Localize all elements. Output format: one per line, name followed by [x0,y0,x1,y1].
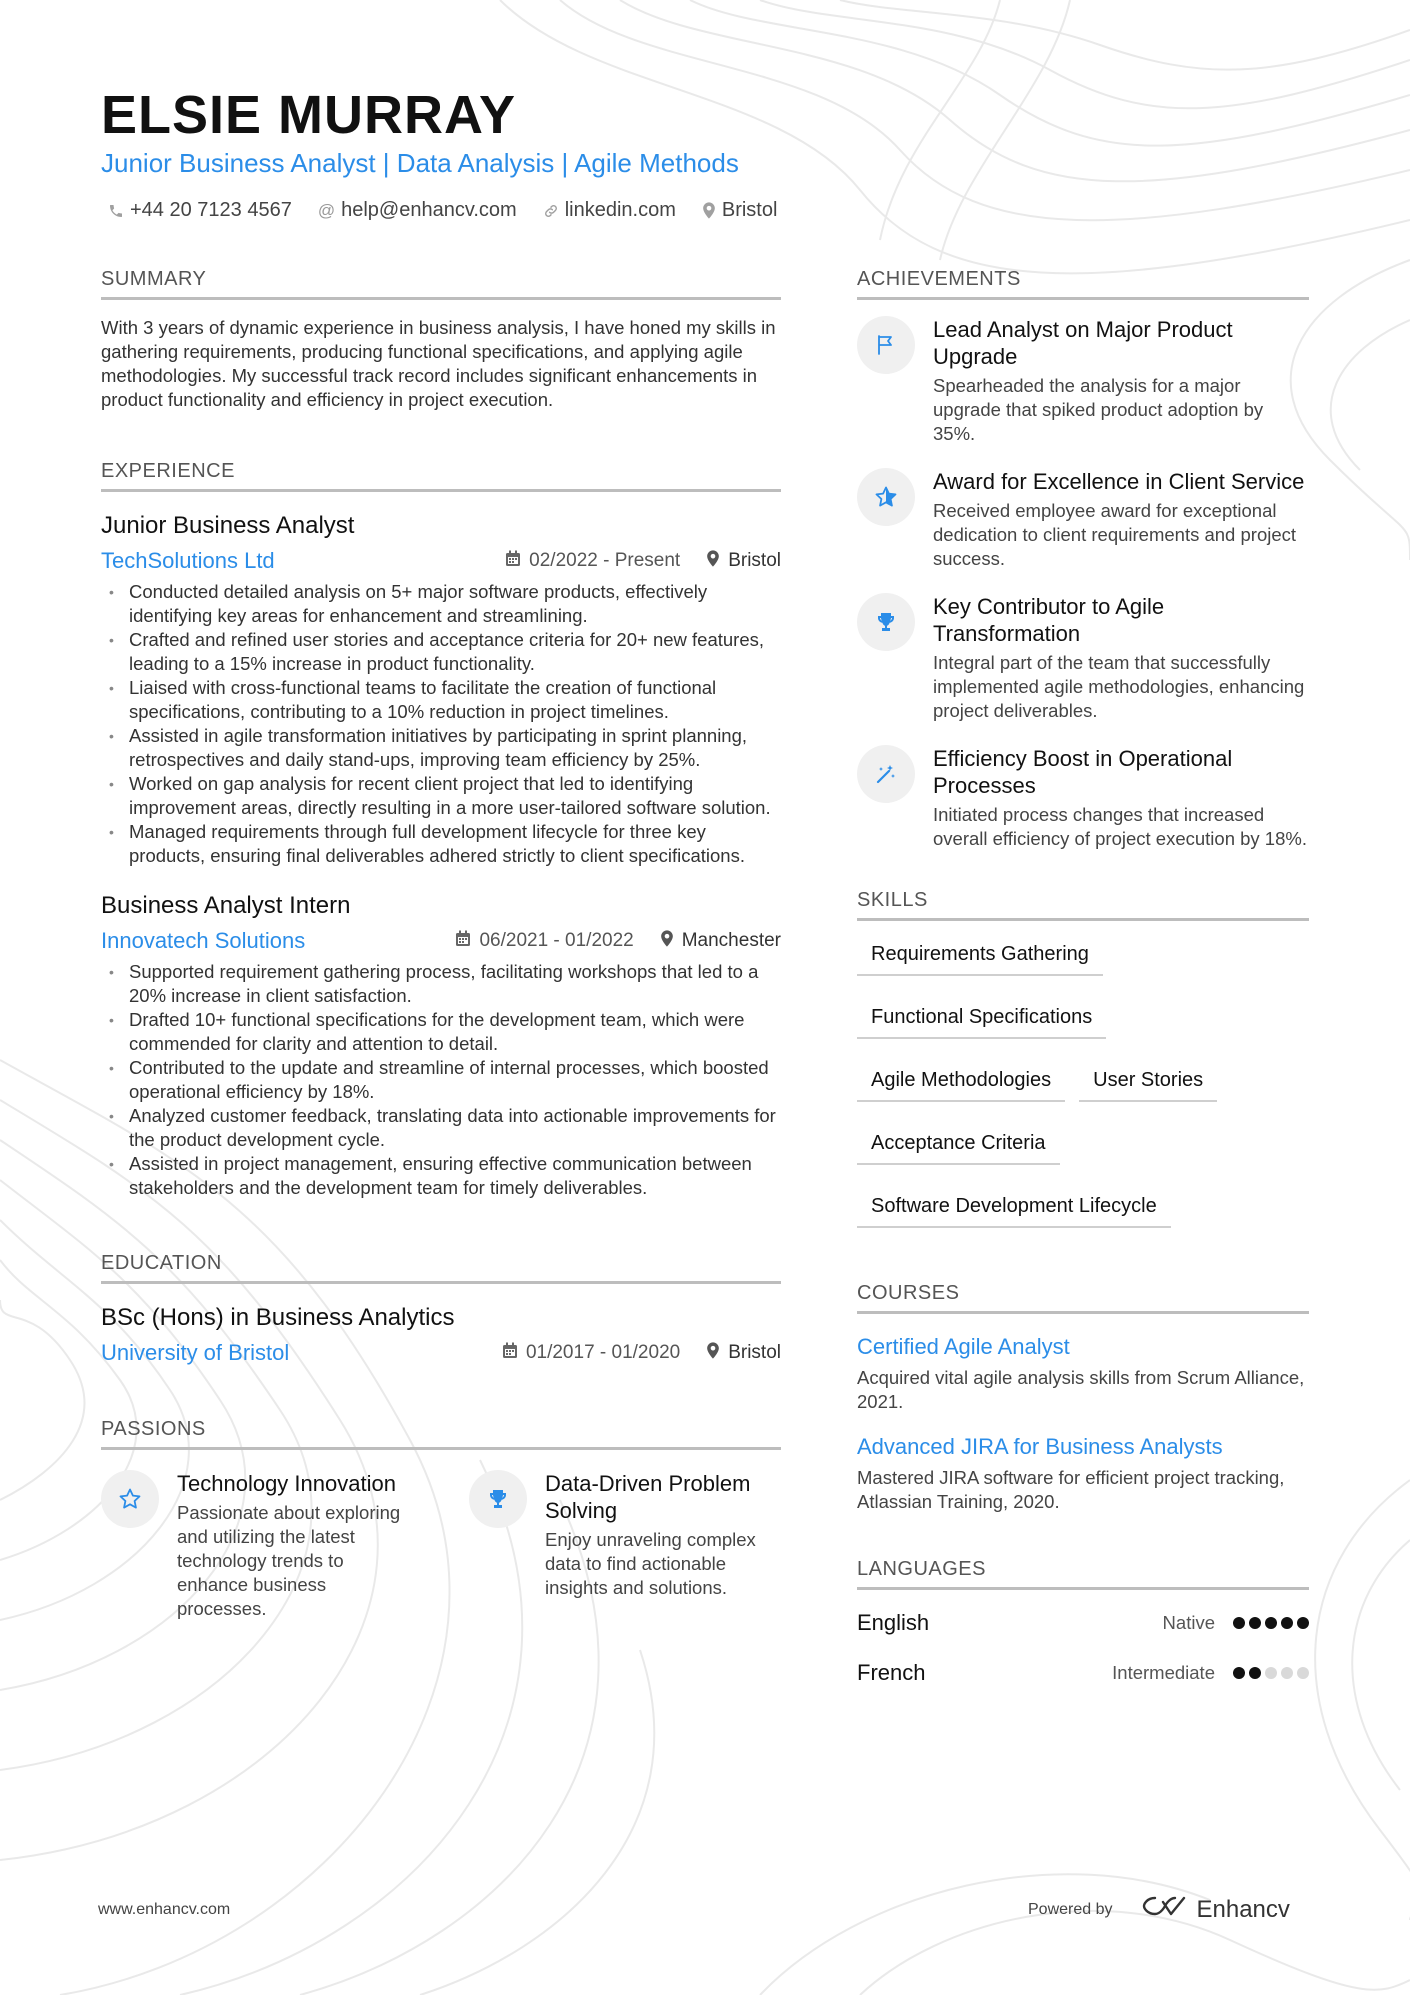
achievement-title: Lead Analyst on Major Product Upgrade [933,317,1233,369]
skills-heading: SKILLS [857,889,1309,921]
achievement-title: Key Contributor to Agile Transformation [933,594,1165,646]
courses-heading: COURSES [857,1282,1309,1314]
language-item [857,1660,1309,1686]
education-location: Bristol [706,1342,781,1365]
degree-title: BSc (Hons) in Business Analytics [101,1304,455,1331]
job-location: Manchester [660,930,781,953]
linkedin-text: linkedin.com [564,199,676,221]
course-desc: Mastered JIRA software for efficient project tracking, Atlassian Training, 2020. [857,1467,1285,1512]
education-dates: 01/2017 - 01/2020 [502,1342,680,1365]
bullet-item: • Worked on gap analysis for recent client project that led to identifying improvement areas, directly resulting in a more user-tailored software solution. [101,772,781,820]
summary-heading: SUMMARY [101,268,781,300]
company-name[interactable]: TechSolutions Ltd [101,548,275,573]
location-text: Bristol [721,199,778,221]
languages-heading: LANGUAGES [857,1558,1309,1590]
rating-dot-empty [1281,1667,1293,1679]
left-column [101,268,781,1621]
enhancv-logo[interactable] [1141,1894,1290,1925]
school-name[interactable]: University of Bristol [101,1340,290,1365]
flag-icon [857,316,915,374]
courses-list [857,1330,1309,1514]
contact-location [702,199,778,222]
job-location: Bristol [706,550,781,573]
passion-title: Technology Innovation [177,1471,396,1496]
rating-dot-filled [1249,1617,1261,1629]
calendar-icon [502,1342,518,1365]
rating-dot-empty [1265,1667,1277,1679]
achievement-item [857,593,1309,723]
passion-title: Data-Driven Problem Solving [545,1471,751,1523]
job-bullets [101,960,781,1200]
job-title: Business Analyst Intern [101,892,351,919]
contact-phone[interactable] [108,199,292,222]
bullet-item: • Contributed to the update and streamline of internal processes, which boosted operational efficiency by 18%. [101,1056,781,1104]
passions-heading: PASSIONS [101,1418,781,1450]
passion-desc: Passionate about exploring and utilizing the latest technology trends to enhance business processes. [177,1502,401,1619]
job-dates: 06/2021 - 01/2022 [455,930,633,953]
map-pin-icon [660,930,674,953]
experience-item [101,892,781,1200]
rating-dot-filled [1233,1617,1245,1629]
calendar-icon [455,930,471,953]
education-meta [101,1340,781,1366]
achievements-list [857,316,1309,851]
bullet-item: • Supported requirement gathering process, facilitating workshops that led to a 20% increase in client satisfaction. [101,960,781,1008]
contact-linkedin[interactable] [543,199,676,222]
education-heading: EDUCATION [101,1252,781,1284]
course-item [857,1434,1309,1514]
candidate-name: ELSIE MURRAY [101,85,517,145]
achievement-desc: Initiated process changes that increased overall efficiency of project execution by 18%. [933,804,1307,849]
language-name: French [857,1660,926,1685]
skill-tag: Software Development Lifecycle [857,1189,1171,1228]
bullet-item: • Analyzed customer feedback, translating data into actionable improvements for the product development cycle. [101,1104,781,1152]
enhancv-logo-icon [1141,1894,1187,1925]
skill-tag: User Stories [1079,1063,1217,1102]
job-meta [101,548,781,574]
bullet-item: • Managed requirements through full development lifecycle for three key products, ensuring final deliverables adhered strictly to client specifications. [101,820,781,868]
phone-icon [108,203,124,219]
job-meta [101,928,781,954]
course-item [857,1334,1309,1414]
bullet-item: • Conducted detailed analysis on 5+ major software products, effectively identifying key areas for enhancement and streamlining. [101,580,781,628]
language-level: Intermediate [1112,1662,1215,1683]
passions-list [101,1466,781,1621]
achievements-heading: ACHIEVEMENTS [857,268,1309,300]
rating-dot-empty [1297,1667,1309,1679]
skill-tag: Requirements Gathering [857,937,1103,976]
language-item [857,1610,1309,1636]
map-pin-icon [702,202,716,219]
trophy-icon [469,1470,527,1528]
passion-desc: Enjoy unraveling complex data to find actionable insights and solutions. [545,1529,756,1598]
magic-wand-icon [857,745,915,803]
rating-dot-filled [1249,1667,1261,1679]
bullet-item: • Assisted in project management, ensuring effective communication between stakeholders and the development team for timely deliverables. [101,1152,781,1200]
contact-bar [108,199,777,222]
achievement-desc: Spearheaded the analysis for a major upgrade that spiked product adoption by 35%. [933,375,1264,444]
rating-dot-filled [1233,1667,1245,1679]
bullet-item: • Drafted 10+ functional specifications for the development team, which were commended for clarity and attention to detail. [101,1008,781,1056]
job-dates: 02/2022 - Present [505,550,680,573]
achievement-desc: Received employee award for exceptional dedication to client requirements and project success. [933,500,1297,569]
link-icon [543,203,559,219]
powered-by-text: Powered by [1028,1900,1113,1918]
calendar-icon [505,550,521,573]
email-text: help@enhancv.com [341,199,517,221]
language-rating [1233,1617,1309,1629]
language-name: English [857,1610,930,1635]
language-level: Native [1162,1612,1215,1633]
achievement-desc: Integral part of the team that successfully implemented agile methodologies, enhancing project deliverables. [933,652,1305,721]
experience-heading: EXPERIENCE [101,460,781,492]
footer-branding [1028,1894,1290,1925]
passion-item [101,1470,413,1621]
job-bullets [101,580,781,868]
right-column [857,268,1309,1710]
enhancv-logo-text: Enhancv [1196,1895,1290,1923]
company-name[interactable]: Innovatech Solutions [101,928,306,953]
skills-list [857,937,1309,1228]
languages-list [857,1606,1309,1686]
course-desc: Acquired vital agile analysis skills from Scrum Alliance, 2021. [857,1367,1305,1412]
skill-tag: Agile Methodologies [857,1063,1065,1102]
trophy-icon [857,593,915,651]
achievement-item [857,745,1309,851]
footer-website[interactable]: www.enhancv.com [98,1901,231,1918]
headline: Junior Business Analyst | Data Analysis | Agile Methods [101,148,739,178]
skill-tag: Functional Specifications [857,1000,1106,1039]
star-icon [857,468,915,526]
rating-dot-filled [1297,1617,1309,1629]
course-title[interactable]: Advanced JIRA for Business Analysts [857,1434,1223,1459]
summary-text: With 3 years of dynamic experience in business analysis, I have honed my skills in gathering requirements, producing functional specifications, and applying agile methodologies. My successful track record includes significant enhancements in product functionality and efficiency in project execution. [101,317,776,410]
rating-dot-filled [1265,1617,1277,1629]
rating-dot-filled [1281,1617,1293,1629]
at-sign-icon: @ [317,200,336,220]
map-pin-icon [706,1342,720,1365]
bullet-item: • Liaised with cross-functional teams to facilitate the creation of functional specifications, contributing to a 10% reduction in project timelines. [101,676,781,724]
bullet-item: • Crafted and refined user stories and acceptance criteria for 20+ new features, leading to a 15% increase in product functionality. [101,628,781,676]
phone-text: +44 20 7123 4567 [130,199,292,221]
passion-item [469,1470,781,1621]
language-rating [1233,1667,1309,1679]
skill-tag: Acceptance Criteria [857,1126,1060,1165]
map-pin-icon [706,550,720,573]
achievement-title: Award for Excellence in Client Service [933,469,1305,494]
achievement-title: Efficiency Boost in Operational Processes [933,746,1233,798]
achievement-item [857,316,1309,446]
achievement-item [857,468,1309,571]
education-item [101,1300,781,1366]
experience-item [101,508,781,868]
contact-email[interactable] [318,199,517,222]
bullet-item: • Assisted in agile transformation initiatives by participating in sprint planning, retrospectives and daily stand-ups, improving team efficiency by 25%. [101,724,781,772]
job-title: Junior Business Analyst [101,512,355,539]
course-title[interactable]: Certified Agile Analyst [857,1334,1070,1359]
star-icon [101,1470,159,1528]
